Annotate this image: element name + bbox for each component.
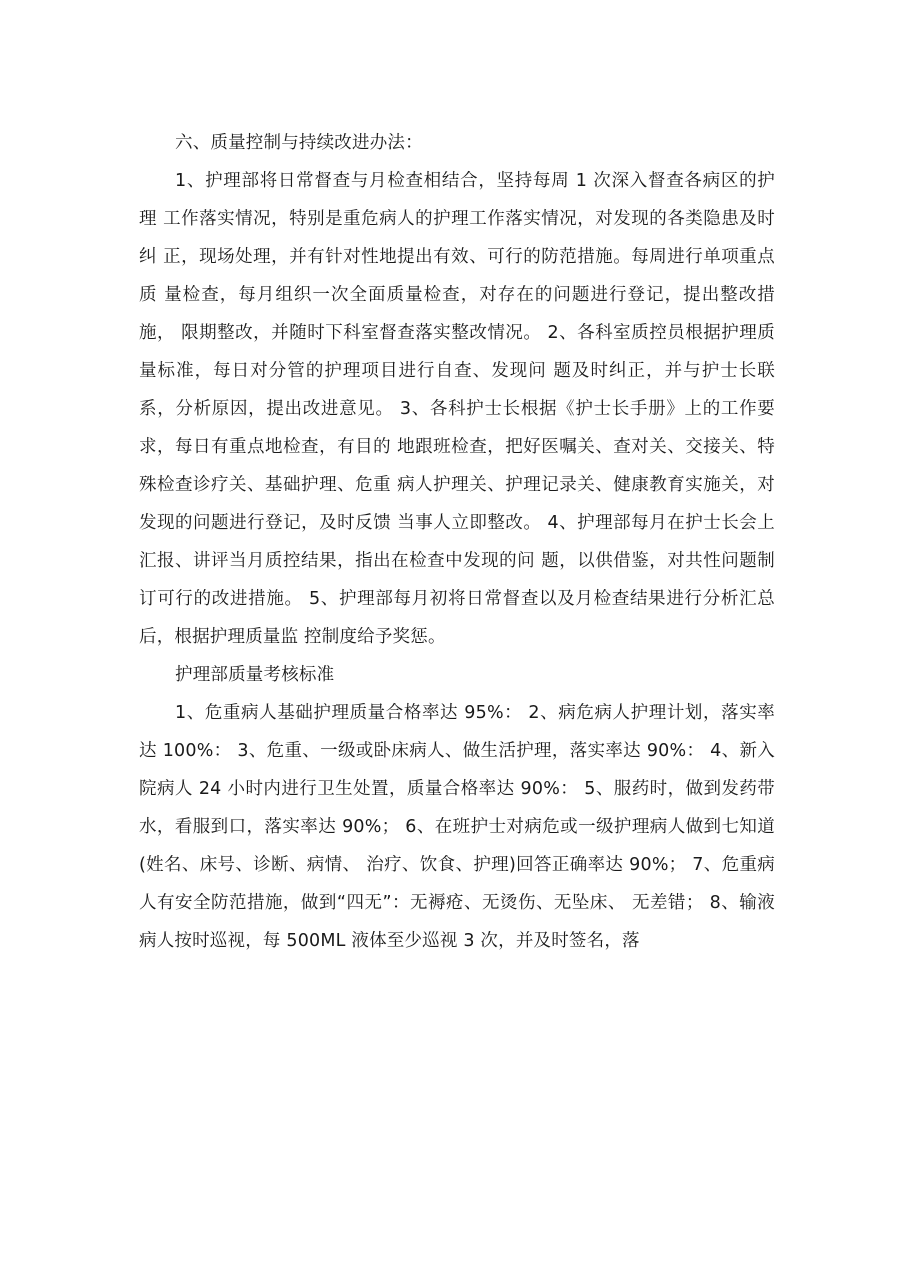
quality-control-paragraph: 1、护理部将日常督查与月检查相结合，坚持每周 1 次深入督查各病区的护理 工作落实情况，特别是重危病人的护理工作落实情况，对发现的各类隐患及时纠 正，现场处理，并有针对性地提出有效、可行的防范措施。每周进行单项重点质 量检查，每月组织一次全面质量检查，对存在的问题进行登记，提出整改措施， 限期整改，并随时下科室督查落实整改情况。 2、各科室质控员根据护理质量标准，每日对分管的护理项目进行自查、发现问 题及时纠正，并与护士长联系，分析原因，提出改进意见。 3、各科护士长根据《护士长手册》上的工作要求，每日有重点地检查，有目的 地跟班检查，把好医嘱关、查对关、交接关、特殊检查诊疗关、基础护理、危重 病人护理关、护理记录关、健康教育实施关，对发现的问题进行登记，及时反馈 当事人立即整改。 4、护理部每月在护士长会上汇报、讲评当月质控结果，指出在检查中发现的问 题，以供借鉴，对共性问题制订可行的改进措施。 5、护理部每月初将日常督查以及月检查结果进行分析汇总后，根据护理质量监 控制度给予奖惩。 bbox=[139, 171, 775, 647]
section-heading: 六、质量控制与持续改进办法： bbox=[175, 133, 423, 153]
standard-heading: 护理部质量考核标准 bbox=[175, 665, 335, 685]
document-body bbox=[139, 124, 775, 960]
standard-paragraph: 1、危重病人基础护理质量合格率达 95%： 2、病危病人护理计划，落实率达 100%： 3、危重、一级或卧床病人、做生活护理，落实率达 90%： 4、新入院病人 24 小时内进行卫生处置，质量合格率达 90%： 5、服药时，做到发药带水，看服到口，落实率达 90%； 6、在班护士对病危或一级护理病人做到七知道(姓名、床号、诊断、病情、 治疗、饮食、护理)回答正确率达 90%； 7、危重病人有安全防范措施，做到“四无”：无褥疮、无烫伤、无坠床、 无差错； 8、输液病人按时巡视，每 500ML 液体至少巡视 3 次，并及时签名，落 bbox=[139, 703, 775, 951]
